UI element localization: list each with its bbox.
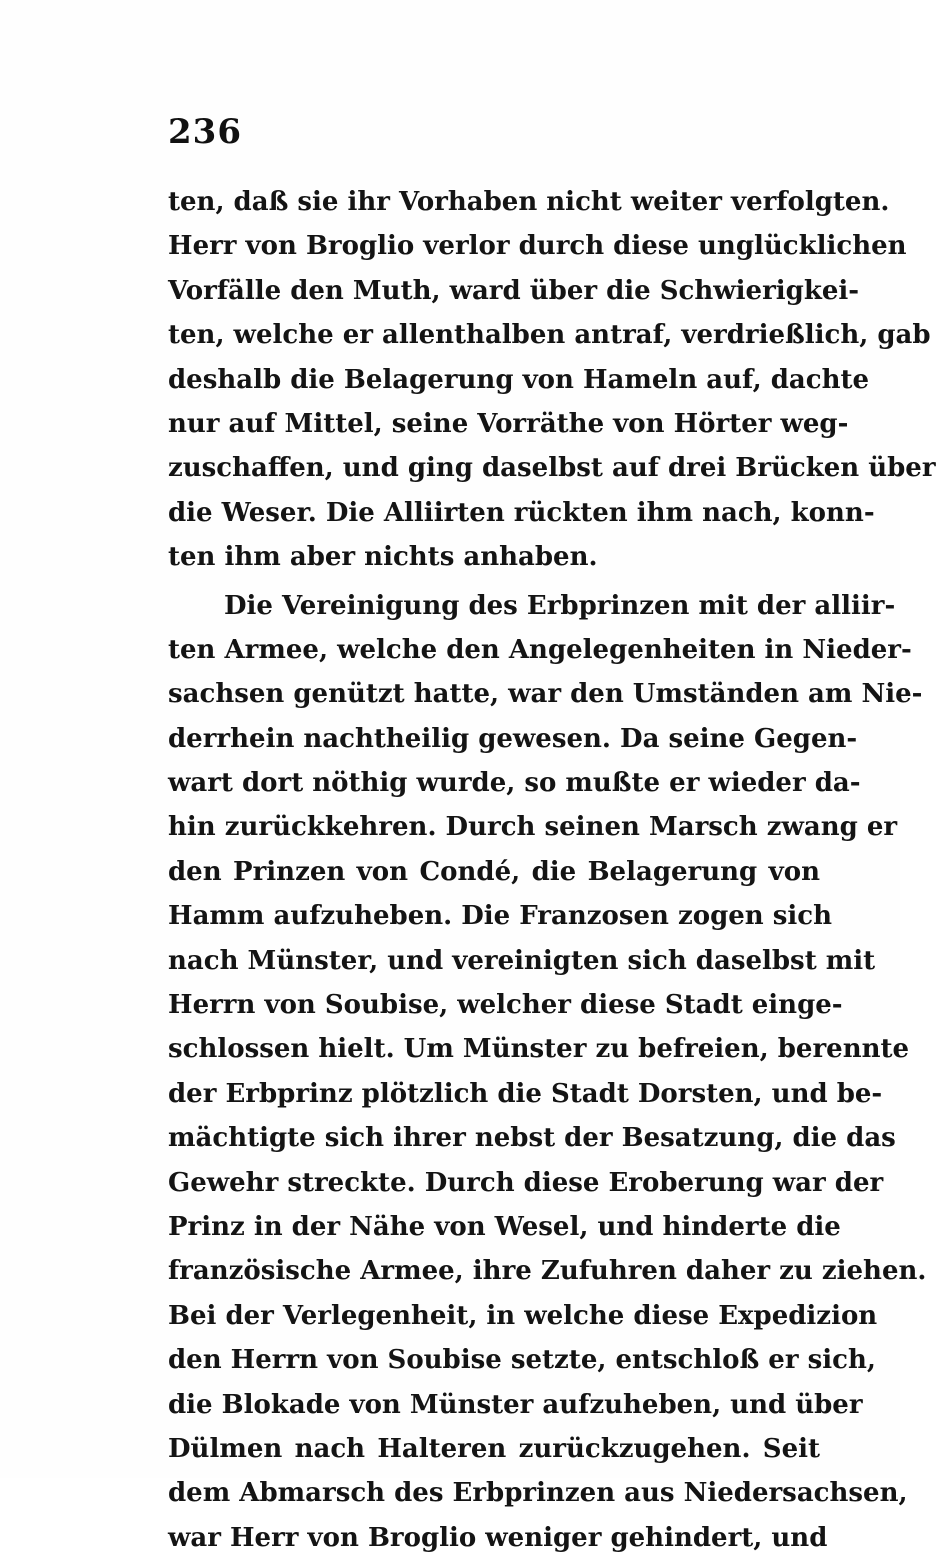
body-text [168, 180, 936, 1560]
text-line: hin zurückkehren. Durch seinen Marsch zwang er [168, 812, 898, 843]
text-line: den Prinzen von Condé, die Belagerung von [168, 856, 820, 887]
text-line: schlossen hielt. Um Münster zu befreien, berennte [168, 1034, 910, 1065]
text-line: den Herrn von Soubise setzte, entschloß er sich, [168, 1345, 876, 1376]
text-line: Gewehr streckte. Durch diese Eroberung war der [168, 1167, 884, 1198]
text-line: Herr von Broglio verlor durch diese unglücklichen [168, 231, 907, 262]
text-line: nach Münster, und vereinigten sich daselbst mit [168, 945, 876, 976]
text-line: die Weser. Die Alliirten rückten ihm nach, konn- [168, 497, 875, 528]
text-line: Herrn von Soubise, welcher diese Stadt einge- [168, 990, 843, 1021]
text-line: Hamm aufzuheben. Die Franzosen zogen sich [168, 901, 833, 932]
text-line: Dülmen nach Halteren zurückzugehen. Seit [168, 1433, 820, 1464]
text-line: mächtigte sich ihrer nebst der Besatzung, die das [168, 1123, 896, 1154]
paragraph [168, 584, 927, 1560]
text-line: Prinz in der Nähe von Wesel, und hinderte die [168, 1211, 841, 1242]
paragraph [168, 180, 936, 580]
text-line: die Blokade von Münster aufzuheben, und über [168, 1389, 863, 1420]
text-line: Die Vereinigung des Erbprinzen mit der alliir- [224, 590, 896, 621]
text-line: ten, welche er allenthalben antraf, verdrießlich, gab [168, 320, 931, 351]
page-number: 236 [168, 112, 242, 152]
text-line: derrhein nachtheilig gewesen. Da seine Gegen- [168, 723, 858, 754]
text-line: wart dort nöthig wurde, so mußte er wieder da- [168, 768, 861, 799]
text-line: ten ihm aber nichts anhaben. [168, 542, 598, 573]
text-line: ten, daß sie ihr Vorhaben nicht weiter verfolgten. [168, 187, 890, 217]
text-line: deshalb die Belagerung von Hameln auf, dachte [168, 364, 870, 395]
text-line: ten Armee, welche den Angelegenheiten in Nieder- [168, 634, 912, 665]
text-line: der Erbprinz plötzlich die Stadt Dorsten, und be- [168, 1078, 883, 1109]
text-line: Bei der Verlegenheit, in welche diese Expedizion [168, 1300, 878, 1331]
text-line: war Herr von Broglio weniger gehindert, und [168, 1522, 828, 1553]
text-line: sachsen genützt hatte, war den Umständen am Nie- [168, 679, 923, 710]
text-line: dem Abmarsch des Erbprinzen aus Niedersachsen, [168, 1478, 908, 1509]
text-line: französische Armee, ihre Zufuhren daher zu ziehen. [168, 1256, 927, 1287]
text-line: Vorfälle den Muth, ward über die Schwierigkei- [168, 275, 860, 306]
text-line: nur auf Mittel, seine Vorräthe von Hörter weg- [168, 408, 849, 439]
text-line: zuschaffen, und ging daselbst auf drei Brücken über [168, 453, 936, 484]
